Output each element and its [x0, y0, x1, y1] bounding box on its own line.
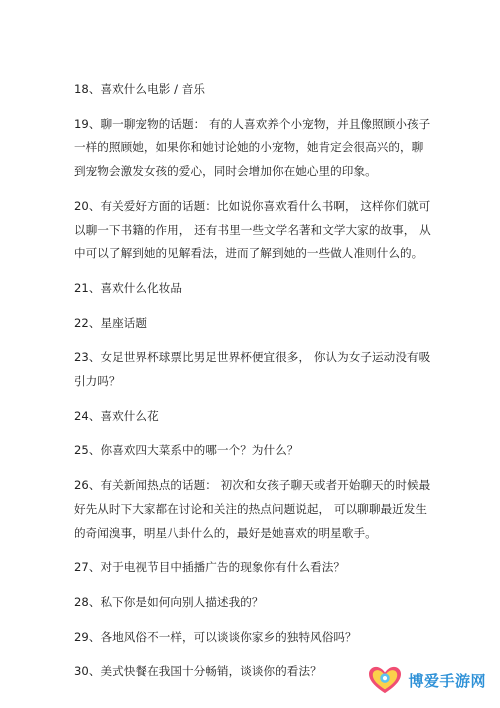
watermark-text: 博爱手游网: [408, 671, 486, 690]
list-item-29: 29、各地风俗不一样，可以谈谈你家乡的独特风俗吗？: [74, 629, 357, 644]
list-item-20: 20、有关爱好方面的话题：比如说你喜欢看什么书啊， 这样你们就可以聊一下书籍的作用， 还有书里一些文学名著和文学大家的故事， 从中可以了解到她的见解看法，进而了解到她的一些做人准则什么的。: [74, 198, 431, 261]
list-item-27: 27、对于电视节目中插播广告的现象你有什么看法？: [74, 560, 346, 575]
list-item-23: 23、女足世界杯球票比男足世界杯便宜很多， 你认为女子运动没有吸引力吗？: [74, 350, 431, 389]
list-item-19: 19、聊一聊宠物的话题： 有的人喜欢养个小宠物，并且像照顾小孩子一样的照顾她，如果你和她讨论她的小宠物，她肯定会很高兴的，聊到宠物会激发女孩的爱心，同时会增加你在她心里的印象。: [74, 116, 431, 179]
watermark: [366, 664, 486, 696]
list-item-28: 28、私下你是如何向别人描述我的？: [74, 594, 264, 609]
list-item-25: 25、你喜欢四大菜系中的哪一个？为什么？: [74, 443, 299, 458]
list-item-21: 21、喜欢什么化妆品: [74, 280, 183, 295]
list-item-18: 18、喜欢什么电影 / 音乐: [74, 82, 206, 96]
list-item-30: 30、美式快餐在我国十分畅销，谈谈你的看法？: [74, 664, 322, 679]
document-body: [74, 78, 434, 684]
list-item-26: 26、有关新闻热点的话题： 初次和女孩子聊天或者开始聊天的时候最好先从时下大家都在讨论和关注的热点问题说起， 可以聊聊最近发生的奇闻溴事，明星八卦什么的，最好是她喜欢的明星歌手。: [74, 478, 431, 540]
list-item-22: 22、星座话题: [74, 315, 148, 330]
list-item-24: 24、喜欢什么花: [74, 408, 159, 423]
heart-logo-icon: [366, 664, 404, 696]
